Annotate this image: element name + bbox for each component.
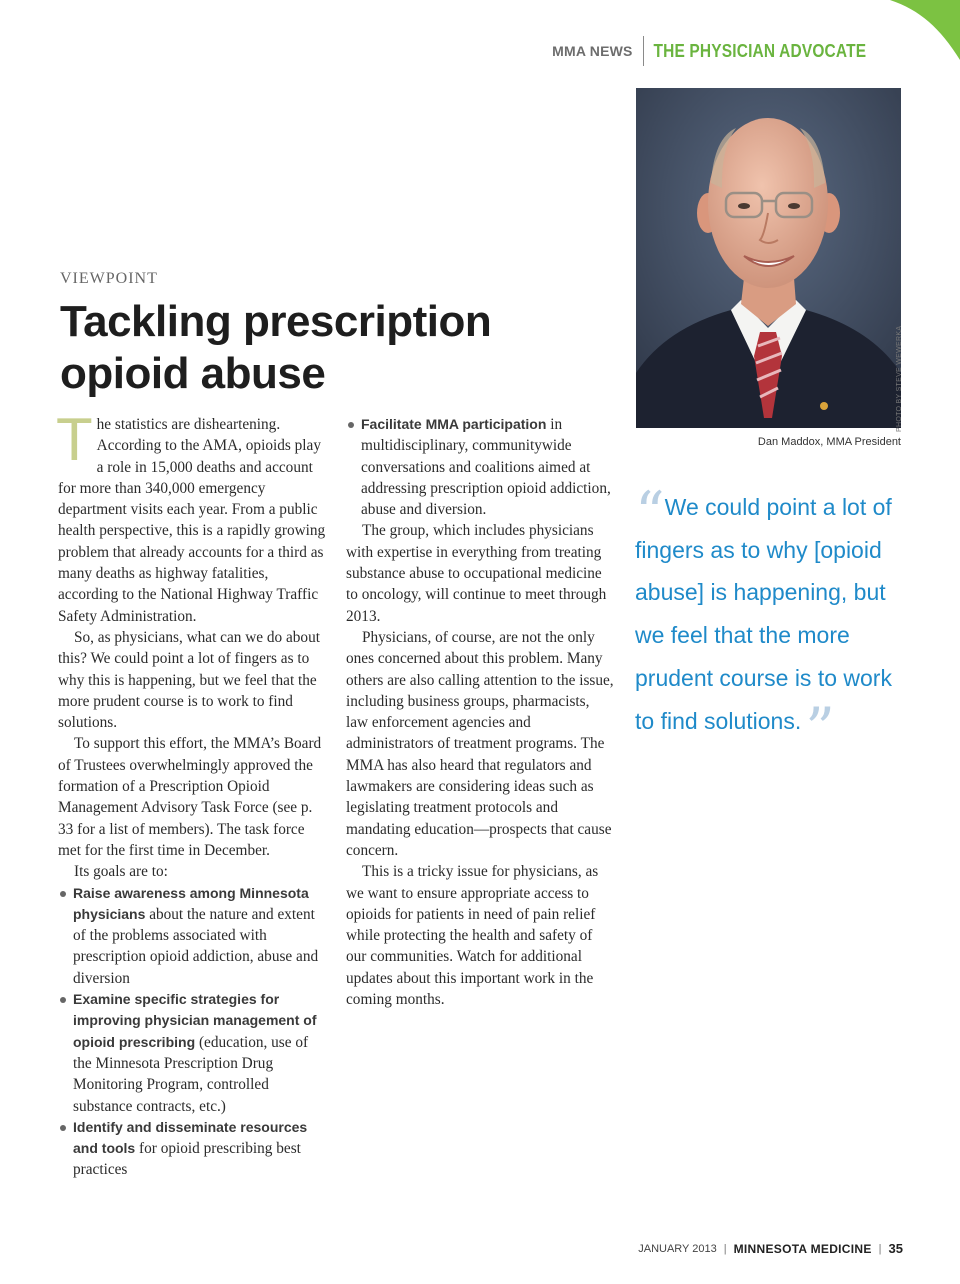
goal-text: for opioid prescribing best practices xyxy=(73,1140,301,1179)
close-quote-icon: ” xyxy=(805,694,829,763)
goal-item xyxy=(58,1117,326,1181)
goal-lead: Facilitate MMA participation xyxy=(361,416,547,432)
pull-quote-text: We could point a lot of fingers as to why [opioid abuse] is happening, but we feel that the more prudent course is to work to find solutions. xyxy=(635,494,892,734)
running-footer xyxy=(638,1241,903,1256)
page-number: 35 xyxy=(888,1241,903,1256)
goal-item xyxy=(346,414,614,520)
goal-text: about the nature and extent of the problems associated with prescription opioid addiction, abuse and diversion xyxy=(73,905,319,987)
article-kicker: VIEWPOINT xyxy=(60,270,158,287)
running-header xyxy=(552,36,902,66)
portrait-photo xyxy=(636,88,901,428)
goal-text: in multidisciplinary, communitywide conversations and coalitions aimed at addressing prescription opioid addiction, abuse and diversion. xyxy=(361,416,611,519)
photo-caption: Dan Maddox, MMA President xyxy=(757,436,901,448)
footer-divider: | xyxy=(878,1242,882,1255)
photo-credit: PHOTO BY STEVE WEWERKA xyxy=(896,325,903,432)
footer-divider: | xyxy=(723,1242,727,1255)
drop-cap: T xyxy=(56,406,93,473)
portrait-illustration xyxy=(636,88,901,428)
open-quote-icon: “ xyxy=(635,479,659,547)
article-title: Tackling prescription opioid abuse xyxy=(60,297,492,398)
goal-text: (education, use of the Minnesota Prescription Drug Monitoring Program, controlled substance contracts, etc.) xyxy=(73,1033,309,1115)
paragraph-1 xyxy=(56,406,326,627)
paragraph-5: The group, which includes physicians with expertise in everything from treating substance abuse to occupational medicine to oncology, will continue to meet through 2013. xyxy=(346,522,607,625)
publication-name: MINNESOTA MEDICINE xyxy=(733,1241,872,1256)
section-label: MMA NEWS xyxy=(552,36,643,66)
paragraph-4: Its goals are to: xyxy=(74,863,168,881)
paragraph-1-text: he statistics are disheartening. According to the AMA, opioids play a role in 15,000 deaths and account for more than 340,000 emergency department visits each year. From a public health perspective, this is a rapidly growing problem that already accounts for a third as many deaths as highway fatalities, according to the National Highway Traffic Safety Administration. xyxy=(58,416,326,625)
goal-item xyxy=(58,989,326,1117)
goal-item xyxy=(58,883,326,989)
column-label: THE PHYSICIAN ADVOCATE xyxy=(653,40,866,61)
paragraph-3: To support this effort, the MMA’s Board of Trustees overwhelmingly approved the formation of a Prescription Opioid Management Advisory Task Force (see p. 33 for a list of members). The task force met for the first time in December. xyxy=(58,735,322,859)
goal-lead: Raise awareness among Minnesota physicians xyxy=(73,884,309,922)
article-column-2 xyxy=(346,414,614,1010)
article-column-1 xyxy=(56,406,326,1181)
pull-quote xyxy=(635,479,905,763)
goal-lead: Examine specific strategies for improving physician management of opioid prescribing xyxy=(73,991,317,1050)
issue-date: JANUARY 2013 xyxy=(638,1242,717,1255)
goal-lead: Identify and disseminate resources and tools xyxy=(73,1118,308,1157)
paragraph-2: So, as physicians, what can we do about this? We could point a lot of fingers as to why this is happening, but we feel that the more prudent course is to work to find solutions. xyxy=(58,628,320,732)
paragraph-6: Physicians, of course, are not the only ones concerned about this problem. Many others are also calling attention to the issue, including business groups, pharmacists, law enforcement agencies and administrators of treatment programs. The MMA has also heard that regulators and lawmakers are considering ideas such as legislating treatment protocols and mandating education—prospects that cause concern. xyxy=(346,628,614,859)
paragraph-7: This is a tricky issue for physicians, as we want to ensure appropriate access to opioids for patients in need of pain relief while protecting the health and safety of our communities. Watch for additional updates about this important work in the coming months. xyxy=(346,863,599,1009)
